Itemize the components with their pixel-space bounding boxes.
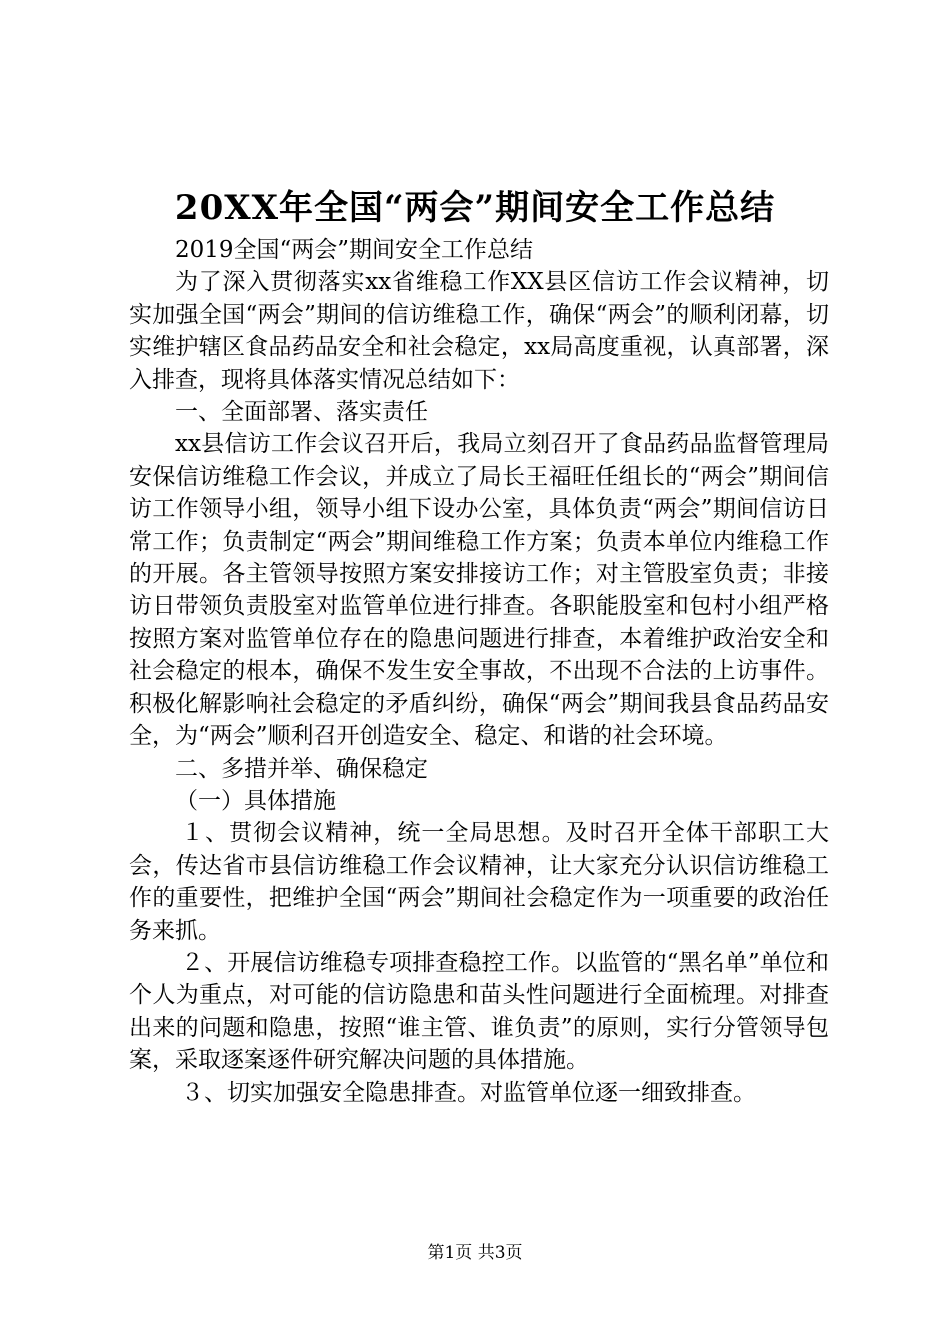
body-paragraph: xx县信访工作会议召开后，我局立刻召开了食品药品监督管理局安保信访维稳工作会议，并成立了局长王福旺任组长的“两会”期间信访工作领导小组，领导小组下设办公室，具体负责“两会”期间信访日常工作；负责制定“两会”期间维稳工作方案；负责本单位内维稳工作的开展。各主管领导按照方案安排接访工作；对主管股室负责；非接访日带领负责股室对监管单位进行排查。各职能股室和包村小组严格按照方案对监管单位存在的隐患问题进行排查，本着维护政治安全和社会稳定的根本，确保不发生安全事故，不出现不合法的上访事件。积极化解影响社会稳定的矛盾纠纷，确保“两会”期间我县食品药品安全，为“两会”顺利召开创造安全、稳定、和谐的社会环境。 [129,431,829,750]
document-body [129,234,829,1109]
page-footer: 第1页 共3页 [427,1243,523,1263]
intro-paragraph: 为了深入贯彻落实xx省维稳工作XX县区信访工作会议精神，切实加强全国“两会”期间的信访维稳工作，确保“两会”的顺利闭幕，切实维护辖区食品药品安全和社会稳定，xx局高度重视，认真部署，深入排查，现将具体落实情况总结如下： [129,269,829,393]
numbered-paragraph: ２、开展信访维稳专项排查稳控工作。以监管的“黑名单”单位和个人为重点，对可能的信访隐患和苗头性问题进行全面梳理。对排查出来的问题和隐患，按照“谁主管、谁负责”的原则，实行分管领导包案，采取逐案逐件研究解决问题的具体措施。 [129,949,829,1074]
subsection-heading: （一）具体措施 [175,787,336,814]
document-title: 20XX年全国“两会”期间安全工作总结 [174,188,776,228]
section-heading: 一、全面部署、落实责任 [175,399,428,426]
numbered-paragraph: ３、切实加强安全隐患排查。对监管单位逐一细致排查。 [181,1079,756,1106]
section-heading: 二、多措并举、确保稳定 [175,755,428,782]
numbered-paragraph: １、贯彻会议精神，统一全局思想。及时召开全体干部职工大会，传达省市县信访维稳工作会议精神，让大家充分认识信访维稳工作的重要性，把维护全国“两会”期间社会稳定作为一项重要的政治任务来抓。 [129,820,829,944]
subtitle-paragraph: 2019全国“两会”期间安全工作总结 [175,237,534,263]
